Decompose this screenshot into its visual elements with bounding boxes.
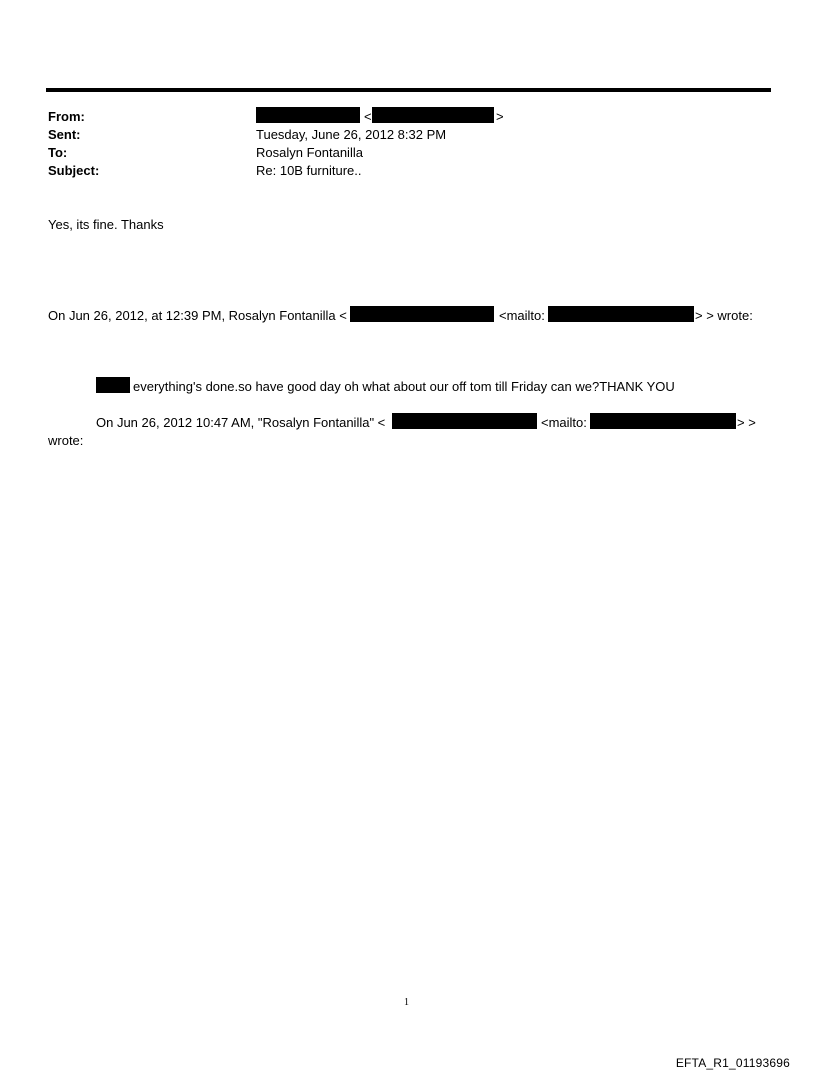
sent-value: Tuesday, June 26, 2012 8:32 PM [256,127,447,142]
quote2-suffix: > > [737,415,756,430]
redaction-from-name [256,107,360,123]
redaction-message-name [96,377,130,393]
header-rule [46,88,771,92]
to-value: Rosalyn Fontanilla [256,145,363,160]
subject-value: Re: 10B furniture.. [256,163,362,178]
redaction-quote1-email [350,306,494,322]
subject-label: Subject: [48,163,100,178]
from-lt: < [364,109,372,124]
document-id: EFTA_R1_01193696 [675,1056,790,1070]
message-text: everything's done.so have good day oh what about our off tom till Friday can we?THANK YOU [133,379,675,394]
redaction-quote1-mailto [548,306,694,322]
redaction-quote2-email [392,413,537,429]
quote1-mailto: <mailto: [499,308,545,323]
redaction-quote2-mailto [590,413,736,429]
page-number: 1 [404,997,409,1008]
quote1-suffix: > > wrote: [695,308,753,323]
from-label: From: [48,109,85,124]
sent-label: Sent: [48,127,81,142]
from-gt: > [496,109,504,124]
reply-text: Yes, its fine. Thanks [48,217,164,232]
quote1-prefix: On Jun 26, 2012, at 12:39 PM, Rosalyn Fontanilla < [48,308,347,323]
quote2-prefix: On Jun 26, 2012 10:47 AM, "Rosalyn Fontanilla" < [96,415,386,430]
quote2-wrote: wrote: [48,433,84,448]
to-label: To: [48,145,68,160]
quote2-mailto: <mailto: [541,415,587,430]
redaction-from-email [372,107,494,123]
